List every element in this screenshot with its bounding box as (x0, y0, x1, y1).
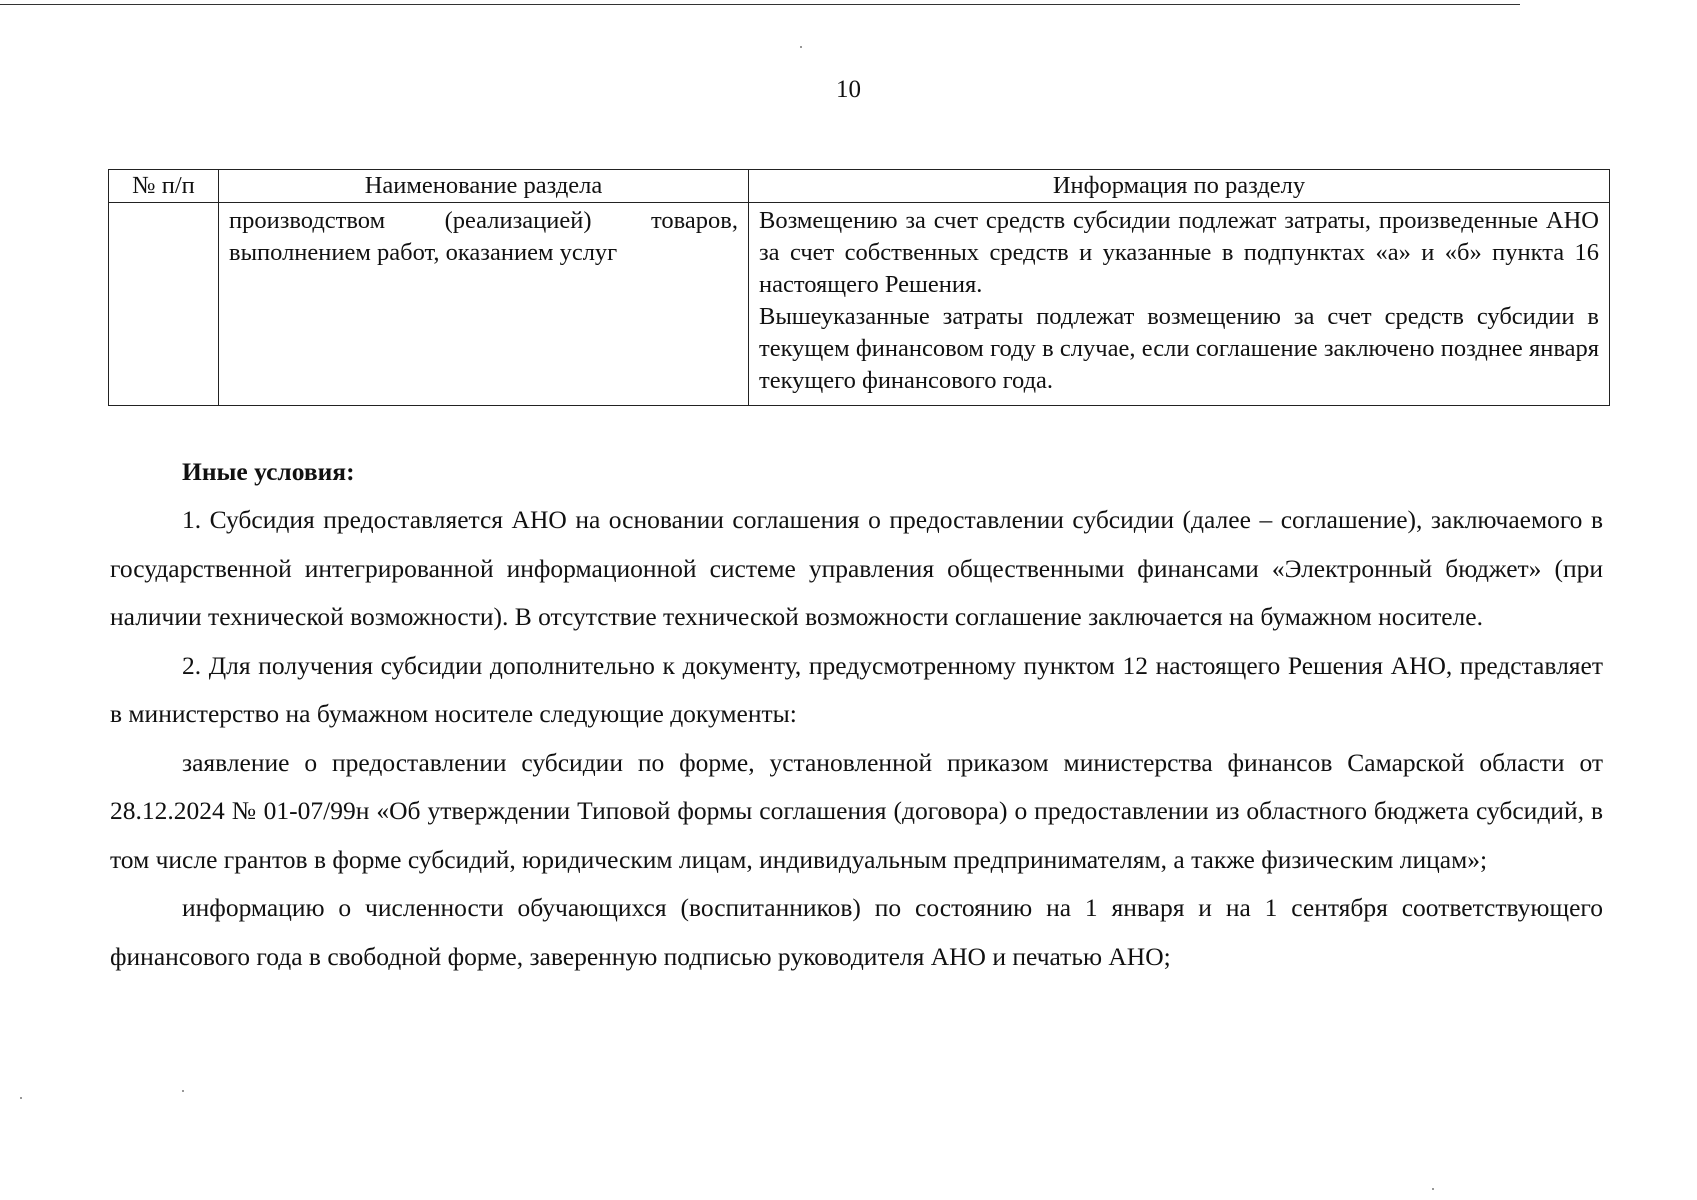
scan-speck (20, 1097, 22, 1099)
header-section-info: Информация по разделу (749, 170, 1610, 203)
condition-paragraph: 1. Субсидия предоставляется АНО на основании соглашения о предоставлении субсидии (далее – соглашение), заключаемого в государственной интегрированной информационной системе управления общественными финансами «Электронный бюджет» (при наличии технической возможности). В отсутствие технической возможности соглашение заключается на бумажном носителе. (110, 505, 1603, 631)
section-table (108, 169, 1610, 406)
header-num: № п/п (109, 170, 219, 203)
cell-section-info (749, 203, 1610, 406)
section-heading: Иные условия: (182, 457, 355, 486)
table-header-row (109, 170, 1610, 203)
scan-speck (182, 1090, 184, 1092)
table-row (109, 203, 1610, 406)
condition-paragraph: заявление о предоставлении субсидии по форме, установленной приказом министерства финансов Самарской области от 28.12.2024 № 01-07/99н «Об утверждении Типовой формы соглашения (договора) о предоставлении из областного бюджета субсидий, в том числе грантов в форме субсидий, юридическим лицам, индивидуальным предпринимателям, а также физическим лицам»; (110, 747, 1603, 874)
cell-section-name: производством (реализацией) товаров, выполнением работ, оказанием услуг (219, 203, 749, 406)
cell-num (109, 203, 219, 406)
page-number: 10 (836, 76, 861, 103)
header-section-name: Наименование раздела (219, 170, 749, 203)
top-rule (0, 4, 1520, 5)
condition-paragraph: информацию о численности обучающихся (воспитанников) по состоянию на 1 января и на 1 сентября соответствующего финансового года в свободной форме, заверенную подписью руководителя АНО и печатью АНО; (110, 893, 1603, 971)
scan-speck (1432, 1188, 1434, 1190)
scan-speck (800, 46, 802, 48)
info-paragraph: Возмещению за счет средств субсидии подлежат затраты, произведенные АНО за счет собственных средств и указанные в подпунктах «а» и «б» пункта 16 настоящего Решения. (759, 207, 1599, 298)
info-paragraph: Вышеуказанные затраты подлежат возмещению за счет средств субсидии в текущем финансовом году в случае, если соглашение заключено позднее января текущего финансового года. (759, 303, 1599, 394)
condition-paragraph: 2. Для получения субсидии дополнительно к документу, предусмотренному пунктом 12 настоящего Решения АНО, представляет в министерство на бумажном носителе следующие документы: (110, 650, 1603, 728)
other-conditions-section (110, 448, 1603, 981)
